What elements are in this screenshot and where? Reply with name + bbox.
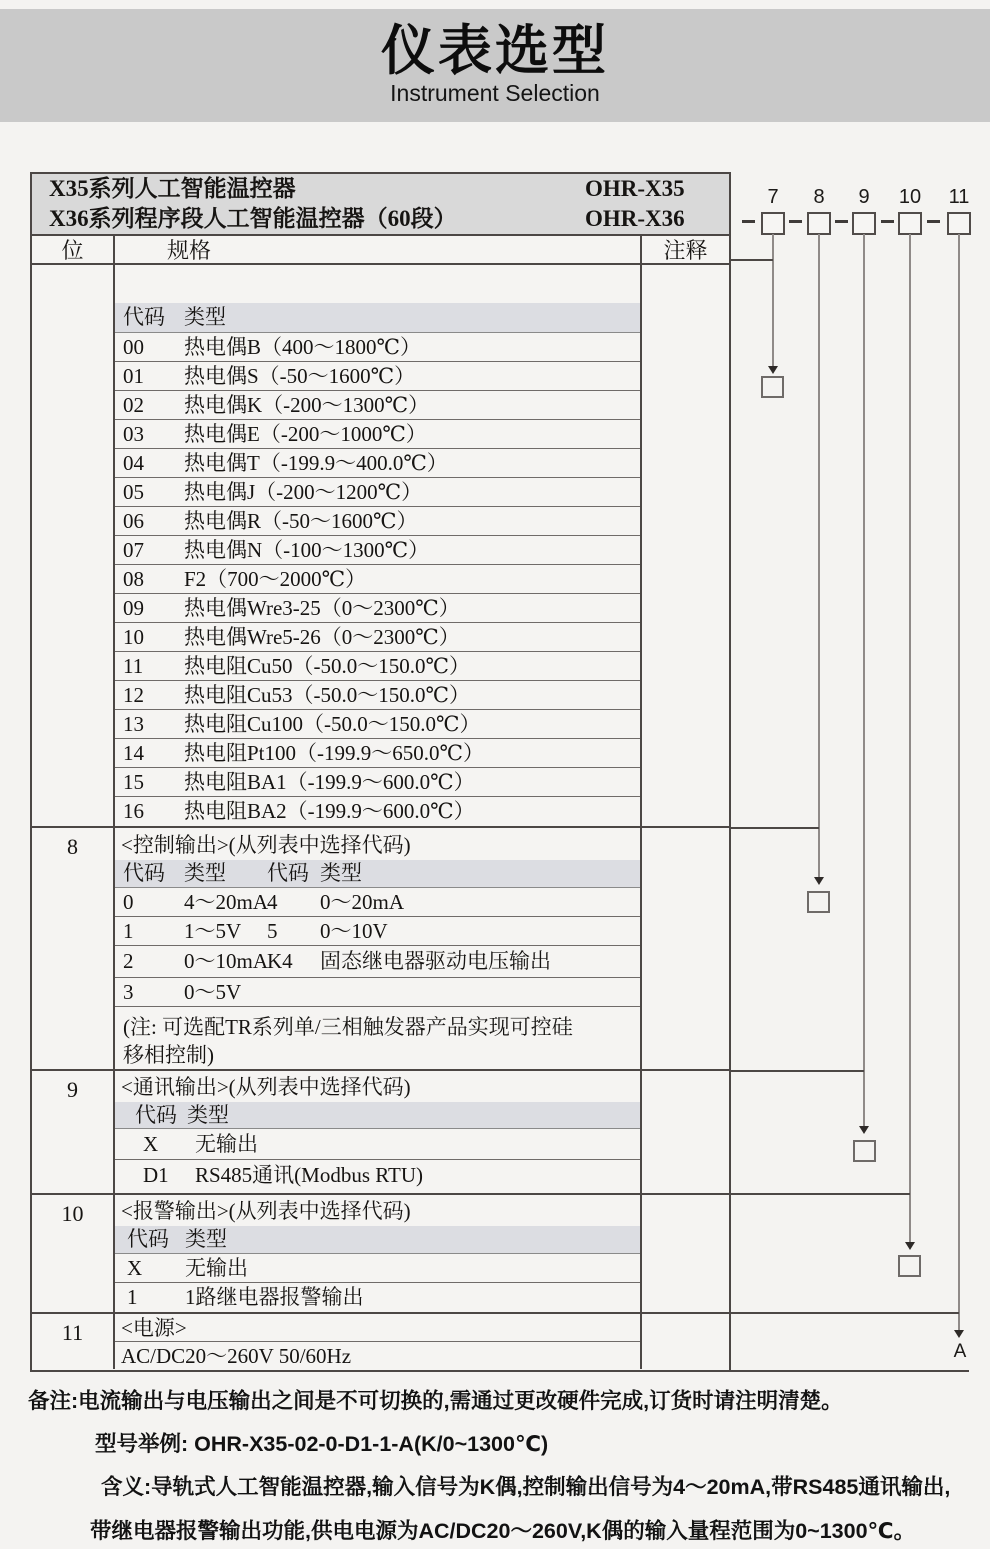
code-cell: 14 bbox=[123, 741, 144, 765]
col-header-spec: 规格 bbox=[115, 236, 642, 263]
code-cell: X bbox=[127, 1256, 143, 1280]
table-row bbox=[115, 449, 640, 478]
code-target-box-10 bbox=[898, 1255, 921, 1277]
table-row bbox=[115, 1160, 640, 1193]
section-title: <报警输出>(从列表中选择代码) bbox=[121, 1199, 411, 1223]
type-cell bbox=[320, 978, 640, 1006]
leader-line-11 bbox=[958, 234, 960, 1330]
model-header-block bbox=[32, 174, 729, 234]
leader-line-8 bbox=[818, 234, 820, 877]
row-extension-line-10 bbox=[731, 1193, 910, 1195]
type-cell: 0～5V bbox=[184, 980, 242, 1004]
table-row bbox=[115, 652, 640, 681]
code-box-7 bbox=[761, 212, 785, 235]
position-cell bbox=[32, 265, 115, 826]
code-cell: 11 bbox=[123, 654, 144, 678]
type-cell: 热电阻Pt100（-199.9～650.0℃） bbox=[184, 741, 484, 765]
type-cell: 1路继电器报警输出 bbox=[185, 1285, 364, 1309]
section-title: <控制输出>(从列表中选择代码) bbox=[121, 833, 411, 857]
type-cell: 1～5V bbox=[184, 919, 242, 943]
code-box-11 bbox=[947, 212, 971, 235]
table-row bbox=[115, 1342, 640, 1369]
code-cell: 2 bbox=[123, 949, 134, 973]
type-cell: 热电偶N（-100～1300℃） bbox=[184, 538, 430, 562]
table-row bbox=[115, 1283, 640, 1312]
digit-position-label: 7 bbox=[767, 186, 779, 208]
table-row bbox=[115, 1129, 640, 1160]
section-title: <电源> bbox=[121, 1316, 187, 1340]
spec-cell bbox=[115, 265, 642, 826]
code-cell: K4 bbox=[267, 949, 293, 973]
code-target-box-7 bbox=[761, 376, 784, 398]
code-target-box-9 bbox=[853, 1140, 876, 1162]
footnote-meaning-cont: 带继电器报警输出功能,供电电源为AC/DC20～260V,K偶的输入量程范围为0~1300℃。 bbox=[90, 1519, 916, 1543]
title-bar bbox=[0, 9, 990, 122]
type-cell: 固态继电器驱动电压输出 bbox=[320, 949, 551, 973]
type-cell: 热电阻Cu53（-50.0～150.0℃） bbox=[184, 683, 470, 707]
type-cell: 热电偶J（-200～1200℃） bbox=[184, 480, 423, 504]
table-row bbox=[115, 536, 640, 565]
page-subtitle: Instrument Selection bbox=[390, 80, 600, 106]
table-row bbox=[115, 888, 640, 917]
type-cell: 热电偶S（-50～1600℃） bbox=[184, 364, 416, 388]
type-cell: 4～20mA bbox=[184, 890, 268, 914]
type-cell: 无输出 bbox=[185, 1256, 248, 1280]
sub-header bbox=[115, 1102, 640, 1129]
section-power-supply bbox=[32, 1312, 729, 1369]
code-cell bbox=[267, 978, 320, 1006]
table-row bbox=[115, 391, 640, 420]
section-input-signal bbox=[32, 263, 729, 826]
col-header-position: 位 bbox=[32, 236, 115, 263]
table-row bbox=[115, 917, 640, 946]
code-cell: 05 bbox=[123, 480, 144, 504]
selection-table bbox=[30, 172, 731, 1372]
table-row bbox=[115, 1254, 640, 1283]
type-cell: 热电阻BA2（-199.9～600.0℃） bbox=[184, 799, 475, 823]
code-box-8 bbox=[807, 212, 831, 235]
table-row bbox=[115, 797, 640, 826]
table-row bbox=[115, 946, 640, 978]
footnote-example: 型号举例: OHR-X35-02-0-D1-1-A(K/0~1300℃) bbox=[95, 1432, 549, 1456]
code-cell: 01 bbox=[123, 364, 144, 388]
spec-cell bbox=[115, 1071, 642, 1193]
table-row bbox=[115, 681, 640, 710]
table-row bbox=[115, 623, 640, 652]
table-row bbox=[115, 362, 640, 391]
code-cell: 08 bbox=[123, 567, 144, 591]
col-header-note: 注释 bbox=[663, 238, 708, 263]
dash-separator bbox=[881, 220, 894, 223]
digit-position-label: 11 bbox=[948, 186, 970, 208]
type-cell: 热电阻BA1（-199.9～600.0℃） bbox=[184, 770, 475, 794]
arrow-down-icon bbox=[768, 366, 778, 374]
note-cell bbox=[642, 1071, 729, 1193]
code-cell: D1 bbox=[143, 1163, 169, 1187]
table-row bbox=[115, 739, 640, 768]
code-box-9 bbox=[852, 212, 876, 235]
note-cell bbox=[642, 1314, 729, 1369]
model-row bbox=[32, 174, 729, 204]
type-cell: 0～10mA bbox=[184, 949, 268, 973]
code-box-10 bbox=[898, 212, 922, 235]
spec-cell bbox=[115, 828, 642, 1069]
table-row bbox=[115, 710, 640, 739]
series-name: X36系列程序段人工智能温控器（60段） bbox=[49, 206, 457, 231]
code-cell: 1 bbox=[123, 919, 134, 943]
leader-line-7 bbox=[772, 234, 774, 366]
code-cell: 03 bbox=[123, 422, 144, 446]
section-control-output bbox=[32, 826, 729, 1069]
row-extension-line-8 bbox=[731, 827, 819, 829]
footnote-meaning: 含义:导轨式人工智能温控器,输入信号为K偶,控制输出信号为4～20mA,带RS485通讯输出, bbox=[101, 1475, 951, 1499]
code-cell: 4 bbox=[267, 890, 278, 914]
type-cell: 热电偶Wre3-25（0～2300℃） bbox=[184, 596, 460, 620]
position-cell: 10 bbox=[32, 1195, 115, 1312]
position-cell: 8 bbox=[32, 828, 115, 1069]
sub-header-code: 代码 bbox=[135, 1103, 177, 1127]
type-cell: 0～10V bbox=[320, 919, 388, 943]
code-cell: X bbox=[143, 1132, 159, 1156]
note-cell bbox=[642, 828, 729, 1069]
code-cell: 16 bbox=[123, 799, 144, 823]
sub-header-code: 代码 bbox=[127, 1227, 169, 1251]
table-row bbox=[115, 1314, 640, 1342]
digit-position-label: 8 bbox=[813, 186, 825, 208]
table-row bbox=[115, 978, 640, 1007]
type-cell: 热电偶K（-200～1300℃） bbox=[184, 393, 430, 417]
type-cell: 0～20mA bbox=[320, 890, 404, 914]
code-cell: 1 bbox=[127, 1285, 138, 1309]
type-cell: 热电偶R（-50～1600℃） bbox=[184, 509, 418, 533]
type-cell: F2（700～2000℃） bbox=[184, 567, 367, 591]
code-cell: 00 bbox=[123, 335, 144, 359]
dash-separator bbox=[742, 220, 755, 223]
spec-cell bbox=[115, 1195, 642, 1312]
sub-header-type: 类型 bbox=[184, 305, 226, 329]
type-cell: 热电偶B（400～1800℃） bbox=[184, 335, 421, 359]
table-row bbox=[115, 507, 640, 536]
row-extension-line-11 bbox=[731, 1312, 959, 1314]
table-row bbox=[115, 768, 640, 797]
note-line: 移相控制) bbox=[123, 1043, 214, 1067]
code-cell: 07 bbox=[123, 538, 144, 562]
spec-cell bbox=[115, 1314, 642, 1369]
sub-header-code: 代码 bbox=[123, 305, 165, 329]
sub-header bbox=[115, 303, 640, 333]
table-row bbox=[115, 478, 640, 507]
note-cell bbox=[642, 265, 729, 826]
sub-header-type: 类型 bbox=[187, 1103, 229, 1127]
position-cell: 9 bbox=[32, 1071, 115, 1193]
code-cell: 09 bbox=[123, 596, 144, 620]
digit-position-label: 9 bbox=[858, 186, 870, 208]
code-cell: 13 bbox=[123, 712, 144, 736]
leader-line-9 bbox=[863, 234, 865, 1126]
type-cell: 无输出 bbox=[195, 1132, 258, 1156]
type-cell: 热电偶E（-200～1000℃） bbox=[184, 422, 427, 446]
power-spec: AC/DC20～260V 50/60Hz bbox=[121, 1344, 352, 1368]
row-extension-line-9 bbox=[731, 1070, 864, 1072]
section-note bbox=[115, 1007, 640, 1069]
sub-header bbox=[115, 1226, 640, 1254]
code-cell: 04 bbox=[123, 451, 144, 475]
type-cell: 热电偶T（-199.9～400.0℃） bbox=[184, 451, 448, 475]
dash-separator bbox=[927, 220, 940, 223]
bottom-extension-line bbox=[731, 1370, 969, 1372]
series-name: X35系列人工智能温控器 bbox=[49, 176, 296, 201]
leader-line-10 bbox=[909, 234, 911, 1242]
sub-header-type: 类型 bbox=[185, 1227, 227, 1251]
footnote-remark: 备注:电流输出与电压输出之间是不可切换的,需通过更改硬件完成,订货时请注明清楚。 bbox=[28, 1389, 843, 1413]
table-row bbox=[115, 333, 640, 362]
column-header-row bbox=[32, 234, 729, 263]
section-title: <通讯输出>(从列表中选择代码) bbox=[121, 1075, 411, 1099]
note-cell bbox=[642, 1195, 729, 1312]
power-code-terminal-label: A bbox=[953, 1341, 967, 1362]
model-code: OHR-X35 bbox=[585, 176, 685, 201]
position-cell: 11 bbox=[32, 1314, 115, 1369]
code-cell: 0 bbox=[123, 890, 134, 914]
type-cell: 热电偶Wre5-26（0～2300℃） bbox=[184, 625, 460, 649]
section-communication-output bbox=[32, 1069, 729, 1193]
model-code: OHR-X36 bbox=[585, 206, 685, 231]
arrow-down-icon bbox=[905, 1242, 915, 1250]
type-cell: 热电阻Cu100（-50.0～150.0℃） bbox=[184, 712, 481, 736]
table-row bbox=[115, 565, 640, 594]
type-cell: 热电阻Cu50（-50.0～150.0℃） bbox=[184, 654, 470, 678]
note-line: (注: 可选配TR系列单/三相触发器产品实现可控硅 bbox=[123, 1015, 573, 1039]
sub-header-type: 类型 bbox=[184, 861, 226, 885]
table-row bbox=[115, 420, 640, 449]
code-cell: 02 bbox=[123, 393, 144, 417]
sub-header-type2: 类型 bbox=[320, 861, 362, 885]
code-target-box-8 bbox=[807, 891, 830, 913]
dash-separator bbox=[789, 220, 802, 223]
code-cell: 15 bbox=[123, 770, 144, 794]
dash-separator bbox=[835, 220, 848, 223]
code-cell: 3 bbox=[123, 980, 134, 1004]
table-row bbox=[115, 594, 640, 623]
code-cell: 5 bbox=[267, 919, 278, 943]
digit-position-label: 10 bbox=[898, 186, 922, 208]
spacer bbox=[115, 265, 640, 303]
arrow-down-icon bbox=[954, 1330, 964, 1338]
sub-header-code2: 代码 bbox=[267, 861, 309, 885]
model-row bbox=[32, 204, 729, 234]
page-title: 仪表选型 bbox=[381, 21, 609, 81]
code-cell: 10 bbox=[123, 625, 144, 649]
section-alarm-output bbox=[32, 1193, 729, 1312]
sub-header-code: 代码 bbox=[123, 861, 165, 885]
code-cell: 12 bbox=[123, 683, 144, 707]
row-extension-line-7 bbox=[731, 259, 773, 261]
sub-header bbox=[115, 860, 640, 888]
arrow-down-icon bbox=[814, 877, 824, 885]
type-cell: RS485通讯(Modbus RTU) bbox=[195, 1163, 424, 1187]
code-cell: 06 bbox=[123, 509, 144, 533]
arrow-down-icon bbox=[859, 1126, 869, 1134]
